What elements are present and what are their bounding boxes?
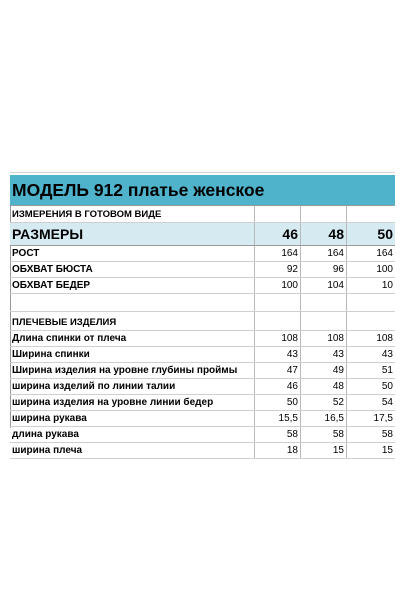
empty-cell <box>301 294 347 311</box>
row-label: РОСТ <box>10 246 255 261</box>
table-row-hip-line-width <box>10 395 395 411</box>
empty-cell <box>347 312 395 330</box>
table-row-armhole-width <box>10 363 395 379</box>
empty-cell <box>255 312 301 330</box>
empty-cell <box>10 294 255 311</box>
row-label: ширина рукава <box>10 411 255 426</box>
table-row-hips <box>10 278 395 294</box>
row-value: 15 <box>381 445 393 456</box>
row-label: Ширина спинки <box>10 347 255 362</box>
row-value: 51 <box>381 365 393 376</box>
row-label: Ширина изделия на уровне глубины проймы <box>10 363 255 378</box>
size-header-50: 50 <box>377 226 393 242</box>
row-value: 17,5 <box>373 413 393 424</box>
model-title-row <box>10 175 395 206</box>
measurements-subtitle: ИЗМЕРЕНИЯ В ГОТОВОМ ВИДЕ <box>10 206 255 222</box>
empty-cell <box>301 206 347 222</box>
row-label: Длина спинки от плеча <box>10 331 255 346</box>
row-value: 164 <box>376 248 393 259</box>
row-value: 52 <box>301 395 347 410</box>
gridline-top <box>10 172 395 173</box>
row-value: 50 <box>255 395 301 410</box>
size-header-46: 46 <box>255 223 301 245</box>
row-value: 58 <box>255 427 301 442</box>
empty-cell <box>255 294 301 311</box>
row-value: 164 <box>301 246 347 261</box>
size-header-48: 48 <box>301 223 347 245</box>
row-value: 47 <box>255 363 301 378</box>
model-title: МОДЕЛЬ 912 платье женское <box>12 179 265 200</box>
row-value: 58 <box>381 429 393 440</box>
table-row-shoulder-width <box>10 443 395 459</box>
row-label: ОБХВАТ БЮСТА <box>10 262 255 277</box>
row-value: 46 <box>255 379 301 394</box>
measurements-subtitle-row <box>10 206 395 223</box>
row-label: ширина изделий по линии талии <box>10 379 255 394</box>
table-row-sleeve-length <box>10 427 395 443</box>
row-value: 108 <box>376 333 393 344</box>
row-value: 43 <box>255 347 301 362</box>
size-chart-table <box>10 175 395 459</box>
section-title-row <box>10 312 395 331</box>
table-row-height <box>10 246 395 262</box>
empty-cell <box>255 206 301 222</box>
table-row-back-width <box>10 347 395 363</box>
row-value: 10 <box>381 280 393 291</box>
row-value: 92 <box>255 262 301 277</box>
row-value: 108 <box>301 331 347 346</box>
row-value: 100 <box>376 264 393 275</box>
row-value: 43 <box>381 349 393 360</box>
row-value: 108 <box>255 331 301 346</box>
table-row-sleeve-width <box>10 411 395 427</box>
row-label: ОБХВАТ БЕДЕР <box>10 278 255 293</box>
row-value: 104 <box>301 278 347 293</box>
empty-cell <box>301 312 347 330</box>
sizes-header-row <box>10 223 395 246</box>
sizes-label: РАЗМЕРЫ <box>10 223 255 245</box>
row-label: длина рукава <box>10 427 255 442</box>
row-value: 54 <box>381 397 393 408</box>
row-value: 58 <box>301 427 347 442</box>
table-row-waist-width <box>10 379 395 395</box>
empty-cell <box>347 294 395 311</box>
row-value: 15 <box>301 443 347 458</box>
row-value: 15,5 <box>255 411 301 426</box>
row-label: ширина плеча <box>10 443 255 458</box>
row-value: 43 <box>301 347 347 362</box>
section-title: ПЛЕЧЕВЫЕ ИЗДЕЛИЯ <box>10 312 255 330</box>
row-value: 164 <box>255 246 301 261</box>
empty-cell <box>347 206 395 222</box>
row-label: ширина изделия на уровне линии бедер <box>10 395 255 410</box>
row-value: 18 <box>255 443 301 458</box>
empty-row <box>10 294 395 312</box>
table-row-bust <box>10 262 395 278</box>
table-row-back-length <box>10 331 395 347</box>
row-value: 100 <box>255 278 301 293</box>
row-value: 49 <box>301 363 347 378</box>
row-value: 50 <box>381 381 393 392</box>
row-value: 96 <box>301 262 347 277</box>
row-value: 16,5 <box>301 411 347 426</box>
row-value: 48 <box>301 379 347 394</box>
